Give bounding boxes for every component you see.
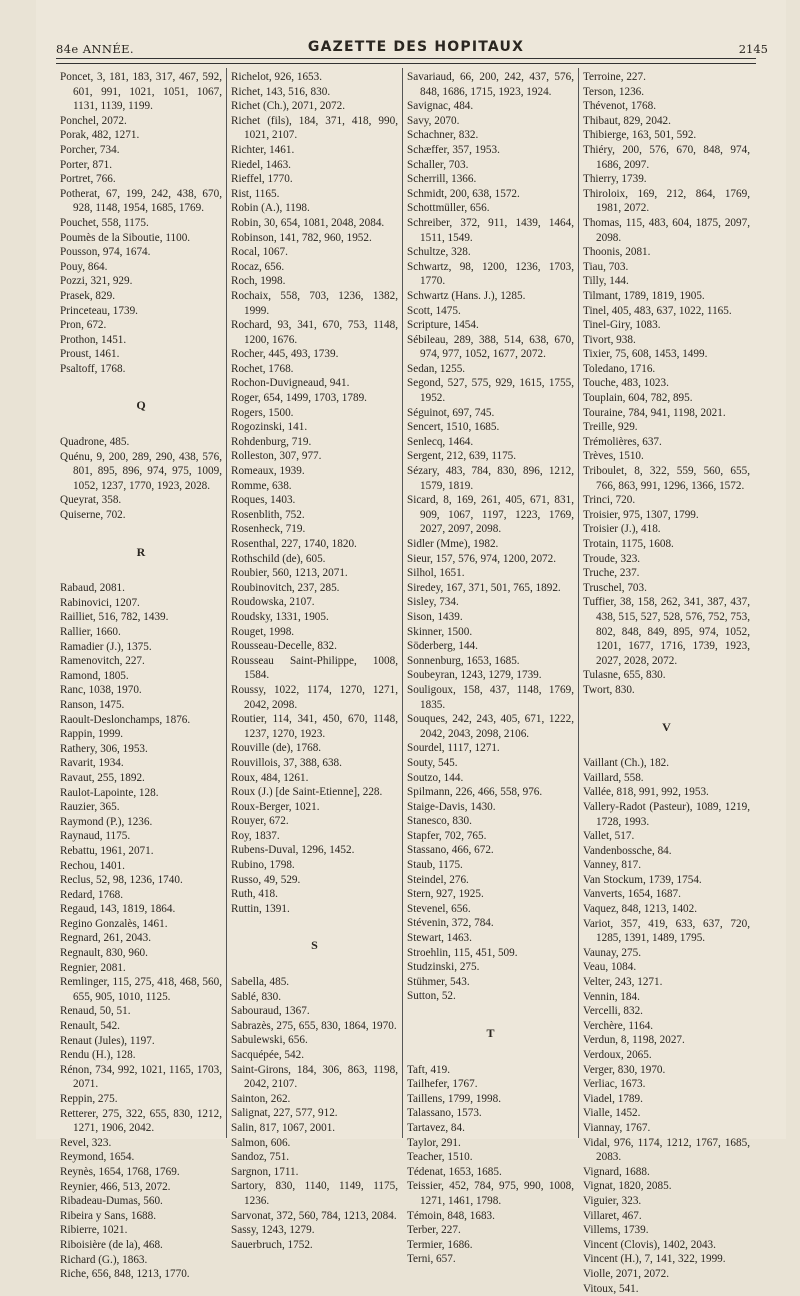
index-entry: Renault, 542. (60, 1019, 222, 1034)
index-entry: Schmidt, 200, 638, 1572. (407, 187, 574, 202)
index-entry: Taillens, 1799, 1998. (407, 1092, 574, 1107)
index-entry: Sandoz, 751. (231, 1150, 398, 1165)
index-entry: Tilmant, 1789, 1819, 1905. (583, 289, 750, 304)
index-entry: Souty, 545. (407, 756, 574, 771)
index-entry: Sonnenburg, 1653, 1685. (407, 654, 574, 669)
index-entry: Sacquépée, 542. (231, 1048, 398, 1063)
index-entry: Rist, 1165. (231, 187, 398, 202)
index-entry: Souligoux, 158, 437, 1148, 1769, 1835. (407, 683, 574, 712)
index-entry: Schaller, 703. (407, 158, 574, 173)
index-entry: Senlecq, 1464. (407, 435, 574, 450)
index-entry: Soubeyran, 1243, 1279, 1739. (407, 668, 574, 683)
index-entry: Trèves, 1510. (583, 449, 750, 464)
index-entry: Triboulet, 8, 322, 559, 560, 655, 766, 863, 991, 1296, 1366, 1572. (583, 464, 750, 493)
index-entry: Pron, 672. (60, 318, 222, 333)
index-entry: Richelot, 926, 1653. (231, 70, 398, 85)
journal-title: GAZETTE DES HOPITAUX (56, 39, 776, 55)
page-number: 2145 (739, 42, 768, 56)
volume-label: 84e ANNÉE. (56, 42, 134, 56)
index-entry: Stanesco, 830. (407, 814, 574, 829)
index-entry: Sézary, 483, 784, 830, 896, 1212, 1579, 1819. (407, 464, 574, 493)
index-entry: Remlinger, 115, 275, 418, 468, 560, 655, 905, 1010, 1125. (60, 975, 222, 1004)
index-entry: Trémolières, 637. (583, 435, 750, 450)
index-entry: Sébileau, 289, 388, 514, 638, 670, 974, 977, 1052, 1677, 2072. (407, 333, 574, 362)
index-entry: Tivort, 938. (583, 333, 750, 348)
index-entry: Rochon-Duvigneaud, 941. (231, 376, 398, 391)
index-entry: Thibaut, 829, 2042. (583, 114, 750, 129)
index-entry: Regino Gonzalès, 1461. (60, 917, 222, 932)
index-entry: Thiéry, 200, 576, 670, 848, 974, 1686, 2097. (583, 143, 750, 172)
column-divider (402, 68, 403, 1138)
index-entry: Thomas, 115, 483, 604, 1875, 2097, 2098. (583, 216, 750, 245)
index-entry: Psaltoff, 1768. (60, 362, 222, 377)
index-entry: Richet (fils), 184, 371, 418, 990, 1021, 2107. (231, 114, 398, 143)
index-entry: Pouchet, 558, 1175. (60, 216, 222, 231)
index-entry: Porak, 482, 1271. (60, 128, 222, 143)
index-entry: Savignac, 484. (407, 99, 574, 114)
index-entry: Troisier, 975, 1307, 1799. (583, 508, 750, 523)
index-entry: Veau, 1084. (583, 960, 750, 975)
index-entry: Skinner, 1500. (407, 625, 574, 640)
index-entry: Rubens-Duval, 1296, 1452. (231, 843, 398, 858)
index-entry: Vaillant (Ch.), 182. (583, 756, 750, 771)
index-entry: Stewart, 1463. (407, 931, 574, 946)
index-entry: Van Stockum, 1739, 1754. (583, 873, 750, 888)
index-entry: Riedel, 1463. (231, 158, 398, 173)
index-entry: Rechou, 1401. (60, 859, 222, 874)
index-entry: Regnault, 830, 960. (60, 946, 222, 961)
index-entry: Rosenheck, 719. (231, 522, 398, 537)
index-entry: Roy, 1837. (231, 829, 398, 844)
index-entry: Roch, 1998. (231, 274, 398, 289)
index-entry: Romeaux, 1939. (231, 464, 398, 479)
index-entry: Sabouraud, 1367. (231, 1004, 398, 1019)
header-rule-bottom (56, 63, 756, 64)
index-entry: Studzinski, 275. (407, 960, 574, 975)
index-entry: Sargnon, 1711. (231, 1165, 398, 1180)
index-entry: Vitoux, 541. (583, 1282, 750, 1296)
index-entry: Terber, 227. (407, 1223, 574, 1238)
index-entry: Sabrazès, 275, 655, 830, 1864, 1970. (231, 1019, 398, 1034)
index-entry: Stühmer, 543. (407, 975, 574, 990)
index-entry: Vercelli, 832. (583, 1004, 750, 1019)
index-entry: Verchère, 1164. (583, 1019, 750, 1034)
index-entry: Staub, 1175. (407, 858, 574, 873)
index-entry: Quadrone, 485. (60, 435, 222, 450)
index-entry: Renaut (Jules), 1197. (60, 1034, 222, 1049)
index-column-2 (231, 70, 398, 1252)
index-entry: Rousseau Saint-Philippe, 1008, 1584. (231, 654, 398, 683)
index-entry: Twort, 830. (583, 683, 750, 698)
index-entry: Troisier (J.), 418. (583, 522, 750, 537)
index-entry: Redard, 1768. (60, 888, 222, 903)
index-entry: Salmon, 606. (231, 1136, 398, 1151)
index-entry: Roubier, 560, 1213, 2071. (231, 566, 398, 581)
index-entry: Schwartz, 98, 1200, 1236, 1703, 1770. (407, 260, 574, 289)
index-entry: Touplain, 604, 782, 895. (583, 391, 750, 406)
index-entry: Rallier, 1660. (60, 625, 222, 640)
index-entry: Renaud, 50, 51. (60, 1004, 222, 1019)
index-entry: Poumès de la Siboutie, 1100. (60, 231, 222, 246)
index-entry: Sainton, 262. (231, 1092, 398, 1107)
index-entry: Souques, 242, 243, 405, 671, 1222, 2042, 2043, 2098, 2106. (407, 712, 574, 741)
index-entry: Rosenblith, 752. (231, 508, 398, 523)
index-entry: Riche, 656, 848, 1213, 1770. (60, 1267, 222, 1282)
index-entry: Richter, 1461. (231, 143, 398, 158)
index-entry: Riboisière (de la), 468. (60, 1238, 222, 1253)
index-entry: Reynès, 1654, 1768, 1769. (60, 1165, 222, 1180)
index-entry: Ranc, 1038, 1970. (60, 683, 222, 698)
index-entry: Verdoux, 2065. (583, 1048, 750, 1063)
index-entry: Schæffer, 357, 1953. (407, 143, 574, 158)
index-entry: Thoonis, 2081. (583, 245, 750, 260)
index-entry: Stévenin, 372, 784. (407, 916, 574, 931)
index-entry: Ruth, 418. (231, 887, 398, 902)
index-entry: Rabinovici, 1207. (60, 596, 222, 611)
index-entry: Vincent (Clovis), 1402, 2043. (583, 1238, 750, 1253)
index-entry: Treille, 929. (583, 420, 750, 435)
index-entry: Rouyer, 672. (231, 814, 398, 829)
index-entry: Schottmüller, 656. (407, 201, 574, 216)
index-entry: Vidal, 976, 1174, 1212, 1767, 1685, 2083. (583, 1136, 750, 1165)
index-entry: Rohdenburg, 719. (231, 435, 398, 450)
index-entry: Prothon, 1451. (60, 333, 222, 348)
index-entry: Portret, 766. (60, 172, 222, 187)
index-entry: Schwartz (Hans. J.), 1285. (407, 289, 574, 304)
column-divider (226, 68, 227, 1138)
index-entry: Rathery, 306, 1953. (60, 742, 222, 757)
index-entry: Rochaix, 558, 703, 1236, 1382, 1999. (231, 289, 398, 318)
index-entry: Stevenel, 656. (407, 902, 574, 917)
index-entry: Salin, 817, 1067, 2001. (231, 1121, 398, 1136)
index-entry: Vignat, 1820, 2085. (583, 1179, 750, 1194)
index-entry: Rogozinski, 141. (231, 420, 398, 435)
index-entry: Sassy, 1243, 1279. (231, 1223, 398, 1238)
index-entry: Roques, 1403. (231, 493, 398, 508)
index-entry: Vallée, 818, 991, 992, 1953. (583, 785, 750, 800)
index-entry: Reclus, 52, 98, 1236, 1740. (60, 873, 222, 888)
index-entry: Scott, 1475. (407, 304, 574, 319)
index-entry: Tilly, 144. (583, 274, 750, 289)
index-entry: Vialle, 1452. (583, 1106, 750, 1121)
index-entry: Pousson, 974, 1674. (60, 245, 222, 260)
index-entry: Vallery-Radot (Pasteur), 1089, 1219, 1728, 1993. (583, 800, 750, 829)
index-entry: Staige-Davis, 1430. (407, 800, 574, 815)
index-entry: Témoin, 848, 1683. (407, 1209, 574, 1224)
index-entry: Rogers, 1500. (231, 406, 398, 421)
index-entry: Savy, 2070. (407, 114, 574, 129)
index-entry: Stroehlin, 115, 451, 509. (407, 946, 574, 961)
index-entry: Roudsky, 1331, 1905. (231, 610, 398, 625)
index-entry: Quénu, 9, 200, 289, 290, 438, 576, 801, 895, 896, 974, 975, 1009, 1052, 1237, 1770, 1923, 2028. (60, 450, 222, 494)
index-entry: Rendu (H.), 128. (60, 1048, 222, 1063)
header-rule-top (56, 58, 756, 59)
index-entry: Teissier, 452, 784, 975, 990, 1008, 1271, 1461, 1798. (407, 1179, 574, 1208)
index-entry: Quiserne, 702. (60, 508, 222, 523)
index-entry: Raynaud, 1175. (60, 829, 222, 844)
index-entry: Soutzo, 144. (407, 771, 574, 786)
index-entry: Schultze, 328. (407, 245, 574, 260)
index-entry: Roux-Berger, 1021. (231, 800, 398, 815)
index-column-3 (407, 70, 574, 1267)
index-entry: Raymond (P.), 1236. (60, 815, 222, 830)
index-entry: Talassano, 1573. (407, 1106, 574, 1121)
index-entry: Rouvillois, 37, 388, 638. (231, 756, 398, 771)
index-entry: Troude, 323. (583, 552, 750, 567)
index-entry: Verdun, 8, 1198, 2027. (583, 1033, 750, 1048)
index-entry: Schachner, 832. (407, 128, 574, 143)
index-entry: Tartavez, 84. (407, 1121, 574, 1136)
section-letter: T (407, 1026, 574, 1041)
index-entry: Porter, 871. (60, 158, 222, 173)
index-entry: Rouville (de), 1768. (231, 741, 398, 756)
page-header (56, 34, 776, 58)
index-entry: Villaret, 467. (583, 1209, 750, 1224)
index-entry: Roudowska, 2107. (231, 595, 398, 610)
index-entry: Potherat, 67, 199, 242, 438, 670, 928, 1148, 1954, 1685, 1769. (60, 187, 222, 216)
index-entry: Poncet, 3, 181, 183, 317, 467, 592, 601, 991, 1021, 1051, 1067, 1131, 1139, 1199. (60, 70, 222, 114)
index-entry: Verger, 830, 1970. (583, 1063, 750, 1078)
index-entry: Rousseau-Decelle, 832. (231, 639, 398, 654)
index-entry: Sencert, 1510, 1685. (407, 420, 574, 435)
index-entry: Ramadier (J.), 1375. (60, 640, 222, 655)
index-entry: Séguinot, 697, 745. (407, 406, 574, 421)
index-entry: Vanverts, 1654, 1687. (583, 887, 750, 902)
index-entry: Sicard, 8, 169, 261, 405, 671, 831, 909, 1067, 1197, 1223, 1769, 2027, 2097, 2098. (407, 493, 574, 537)
index-entry: Terson, 1236. (583, 85, 750, 100)
index-entry: Ramond, 1805. (60, 669, 222, 684)
index-entry: Vaquez, 848, 1213, 1402. (583, 902, 750, 917)
index-entry: Sison, 1439. (407, 610, 574, 625)
index-entry: Sieur, 157, 576, 974, 1200, 2072. (407, 552, 574, 567)
index-entry: Ravaut, 255, 1892. (60, 771, 222, 786)
index-entry: Vennin, 184. (583, 990, 750, 1005)
index-entry: Taylor, 291. (407, 1136, 574, 1151)
index-entry: Thiroloix, 169, 212, 864, 1769, 1981, 2072. (583, 187, 750, 216)
index-entry: Viadel, 1789. (583, 1092, 750, 1107)
index-entry: Tailhefer, 1767. (407, 1077, 574, 1092)
column-divider (578, 68, 579, 1138)
index-entry: Ribeira y Sans, 1688. (60, 1209, 222, 1224)
index-entry: Roux, 484, 1261. (231, 771, 398, 786)
index-entry: Scripture, 1454. (407, 318, 574, 333)
index-entry: Rabaud, 2081. (60, 581, 222, 596)
index-entry: Ruttin, 1391. (231, 902, 398, 917)
index-entry: Rénon, 734, 992, 1021, 1165, 1703, 2071. (60, 1063, 222, 1092)
index-entry: Sabulewski, 656. (231, 1033, 398, 1048)
index-column-4 (583, 70, 750, 1296)
index-entry: Reynier, 466, 513, 2072. (60, 1180, 222, 1195)
index-entry: Stassano, 466, 672. (407, 843, 574, 858)
index-entry: Rebattu, 1961, 2071. (60, 844, 222, 859)
index-entry: Sablé, 830. (231, 990, 398, 1005)
index-entry: Spilmann, 226, 466, 558, 976. (407, 785, 574, 800)
index-entry: Siredey, 167, 371, 501, 765, 1892. (407, 581, 574, 596)
index-entry: Segond, 527, 575, 929, 1615, 1755, 1952. (407, 376, 574, 405)
index-entry: Regnier, 2081. (60, 961, 222, 976)
index-entry: Roussy, 1022, 1174, 1270, 1271, 2042, 2098. (231, 683, 398, 712)
index-entry: Sergent, 212, 639, 1175. (407, 449, 574, 464)
index-entry: Ramenovitch, 227. (60, 654, 222, 669)
index-entry: Proust, 1461. (60, 347, 222, 362)
index-entry: Richet (Ch.), 2071, 2072. (231, 99, 398, 114)
index-entry: Tiau, 703. (583, 260, 750, 275)
index-entry: Reppin, 275. (60, 1092, 222, 1107)
index-entry: Violle, 2071, 2072. (583, 1267, 750, 1282)
index-entry: Ravarit, 1934. (60, 756, 222, 771)
index-entry: Sauerbruch, 1752. (231, 1238, 398, 1253)
index-entry: Vandenbossche, 84. (583, 844, 750, 859)
index-entry: Pozzi, 321, 929. (60, 274, 222, 289)
index-entry: Sutton, 52. (407, 989, 574, 1004)
index-entry: Rochet, 1768. (231, 362, 398, 377)
index-entry: Raoult-Deslonchamps, 1876. (60, 713, 222, 728)
index-entry: Steindel, 276. (407, 873, 574, 888)
index-entry: Vignard, 1688. (583, 1165, 750, 1180)
index-entry: Tixier, 75, 608, 1453, 1499. (583, 347, 750, 362)
index-entry: Ribadeau-Dumas, 560. (60, 1194, 222, 1209)
index-entry: Tédenat, 1653, 1685. (407, 1165, 574, 1180)
index-entry: Routier, 114, 341, 450, 670, 1148, 1237, 1270, 1923. (231, 712, 398, 741)
index-entry: Ranson, 1475. (60, 698, 222, 713)
index-entry: Termier, 1686. (407, 1238, 574, 1253)
index-entry: Richet, 143, 516, 830. (231, 85, 398, 100)
section-letter: S (231, 938, 398, 953)
index-entry: Viguier, 323. (583, 1194, 750, 1209)
index-entry: Thibierge, 163, 501, 592. (583, 128, 750, 143)
index-entry: Truche, 237. (583, 566, 750, 581)
index-entry: Terni, 657. (407, 1252, 574, 1267)
index-entry: Salignat, 227, 577, 912. (231, 1106, 398, 1121)
index-entry: Tinel, 405, 483, 637, 1022, 1165. (583, 304, 750, 319)
index-entry: Rouget, 1998. (231, 625, 398, 640)
index-entry: Robin, 30, 654, 1081, 2048, 2084. (231, 216, 398, 231)
index-entry: Verliac, 1673. (583, 1077, 750, 1092)
index-entry: Richard (G.), 1863. (60, 1253, 222, 1268)
index-entry: Ribierre, 1021. (60, 1223, 222, 1238)
index-entry: Robinson, 141, 782, 960, 1952. (231, 231, 398, 246)
index-entry: Tulasne, 655, 830. (583, 668, 750, 683)
index-entry: Rubino, 1798. (231, 858, 398, 873)
index-entry: Vincent (H.), 7, 141, 322, 1999. (583, 1252, 750, 1267)
index-entry: Rieffel, 1770. (231, 172, 398, 187)
index-entry: Trotain, 1175, 1608. (583, 537, 750, 552)
index-entry: Sidler (Mme), 1982. (407, 537, 574, 552)
index-entry: Stern, 927, 1925. (407, 887, 574, 902)
index-entry: Terroine, 227. (583, 70, 750, 85)
index-entry: Vaillard, 558. (583, 771, 750, 786)
index-entry: Toledano, 1716. (583, 362, 750, 377)
index-entry: Taft, 419. (407, 1063, 574, 1078)
index-entry: Rolleston, 307, 977. (231, 449, 398, 464)
index-entry: Romme, 638. (231, 479, 398, 494)
index-entry: Touche, 483, 1023. (583, 376, 750, 391)
section-letter: V (583, 720, 750, 735)
index-entry: Scherrill, 1366. (407, 172, 574, 187)
index-entry: Vanney, 817. (583, 858, 750, 873)
index-entry: Railliet, 516, 782, 1439. (60, 610, 222, 625)
index-entry: Rauzier, 365. (60, 800, 222, 815)
section-letter: Q (60, 398, 222, 413)
index-entry: Prasek, 829. (60, 289, 222, 304)
index-entry: Savariaud, 66, 200, 242, 437, 576, 848, 1686, 1715, 1923, 1924. (407, 70, 574, 99)
index-entry: Rochard, 93, 341, 670, 753, 1148, 1200, 1676. (231, 318, 398, 347)
index-entry: Ponchel, 2072. (60, 114, 222, 129)
index-entry: Rothschild (de), 605. (231, 552, 398, 567)
index-entry: Sabella, 485. (231, 975, 398, 990)
index-entry: Tuffier, 38, 158, 262, 341, 387, 437, 438, 515, 527, 528, 576, 752, 753, 802, 848, 849, 895, 974, 1052, 1201, 1677, 1716, 1739, 1923, 2027, 2028, 2072. (583, 595, 750, 668)
index-entry: Velter, 243, 1271. (583, 975, 750, 990)
index-entry: Rappin, 1999. (60, 727, 222, 742)
index-entry: Revel, 323. (60, 1136, 222, 1151)
index-entry: Regnard, 261, 2043. (60, 931, 222, 946)
index-entry: Porcher, 734. (60, 143, 222, 158)
index-entry: Trinci, 720. (583, 493, 750, 508)
index-entry: Rosenthal, 227, 1740, 1820. (231, 537, 398, 552)
index-entry: Schreiber, 372, 911, 1439, 1464, 1511, 1549. (407, 216, 574, 245)
index-entry: Viannay, 1767. (583, 1121, 750, 1136)
index-entry: Söderberg, 144. (407, 639, 574, 654)
index-entry: Reymond, 1654. (60, 1150, 222, 1165)
index-entry: Robin (A.), 1198. (231, 201, 398, 216)
index-entry: Roux (J.) [de Saint-Etienne], 228. (231, 785, 398, 800)
index-entry: Saint-Girons, 184, 306, 863, 1198, 2042, 2107. (231, 1063, 398, 1092)
index-entry: Teacher, 1510. (407, 1150, 574, 1165)
index-entry: Touraine, 784, 941, 1198, 2021. (583, 406, 750, 421)
index-entry: Russo, 49, 529. (231, 873, 398, 888)
index-entry: Rocal, 1067. (231, 245, 398, 260)
index-entry: Sourdel, 1117, 1271. (407, 741, 574, 756)
index-entry: Roger, 654, 1499, 1703, 1789. (231, 391, 398, 406)
index-entry: Raulot-Lapointe, 128. (60, 786, 222, 801)
index-entry: Rocher, 445, 493, 1739. (231, 347, 398, 362)
index-entry: Variot, 357, 419, 633, 637, 720, 1285, 1391, 1489, 1795. (583, 917, 750, 946)
index-entry: Silhol, 1651. (407, 566, 574, 581)
index-entry: Queyrat, 358. (60, 493, 222, 508)
index-entry: Rocaz, 656. (231, 260, 398, 275)
section-letter: R (60, 545, 222, 560)
index-entry: Villems, 1739. (583, 1223, 750, 1238)
index-entry: Retterer, 275, 322, 655, 830, 1212, 1271, 1906, 2042. (60, 1107, 222, 1136)
index-entry: Tinel-Giry, 1083. (583, 318, 750, 333)
index-entry: Sisley, 734. (407, 595, 574, 610)
index-entry: Regaud, 143, 1819, 1864. (60, 902, 222, 917)
index-entry: Truschel, 703. (583, 581, 750, 596)
index-entry: Vallet, 517. (583, 829, 750, 844)
index-entry: Stapfer, 702, 765. (407, 829, 574, 844)
index-entry: Pouy, 864. (60, 260, 222, 275)
index-entry: Vaunay, 275. (583, 946, 750, 961)
index-entry: Thévenot, 1768. (583, 99, 750, 114)
index-entry: Roubinovitch, 237, 285. (231, 581, 398, 596)
index-entry: Thierry, 1739. (583, 172, 750, 187)
index-entry: Sarvonat, 372, 560, 784, 1213, 2084. (231, 1209, 398, 1224)
index-entry: Sartory, 830, 1140, 1149, 1175, 1236. (231, 1179, 398, 1208)
index-entry: Sedan, 1255. (407, 362, 574, 377)
index-column-1 (60, 70, 222, 1282)
index-entry: Princeteau, 1739. (60, 304, 222, 319)
